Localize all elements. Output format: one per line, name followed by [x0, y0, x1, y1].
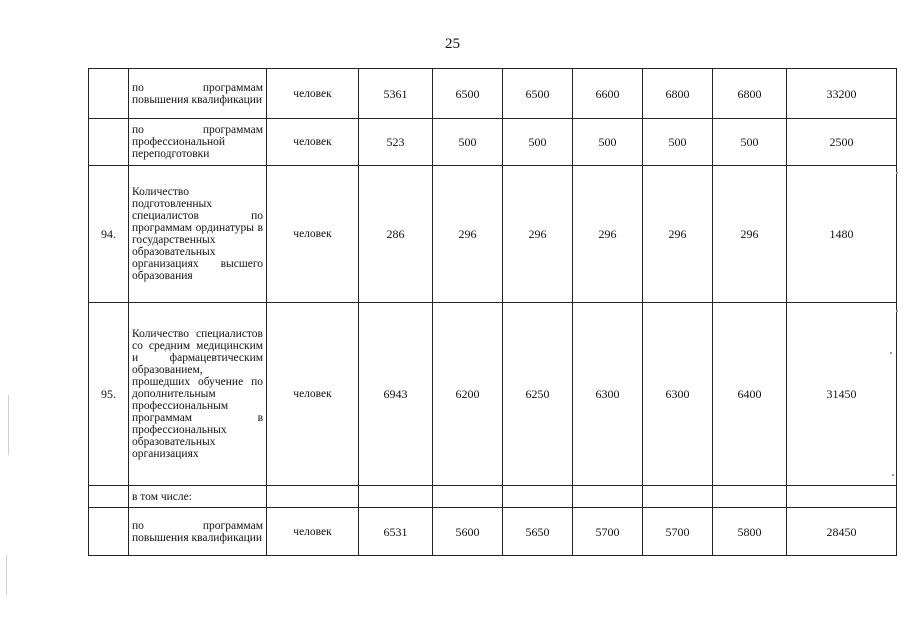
value-cell: 6500 [433, 69, 503, 119]
indicator-description: по программам повышения квалификации [129, 69, 267, 119]
indicator-description: по программам профессиональной переподготовки [129, 119, 267, 166]
table-row [89, 508, 897, 556]
table-row [89, 486, 897, 508]
scan-dot [896, 310, 898, 312]
value-cell [433, 486, 503, 508]
scan-dot [890, 352, 892, 354]
value-cell: 5600 [433, 508, 503, 556]
table-row [89, 166, 897, 303]
value-cell: 6500 [503, 69, 573, 119]
value-cell [713, 486, 787, 508]
value-cell: 5361 [359, 69, 433, 119]
row-number [89, 508, 129, 556]
row-number: 94. [89, 166, 129, 303]
value-cell: 6250 [503, 303, 573, 486]
value-cell: 500 [643, 119, 713, 166]
unit-cell: человек [267, 69, 359, 119]
unit-cell: человек [267, 303, 359, 486]
total-cell: 28450 [787, 508, 897, 556]
value-cell: 6800 [713, 69, 787, 119]
total-cell: 2500 [787, 119, 897, 166]
unit-cell: человек [267, 508, 359, 556]
scan-dot [896, 172, 898, 174]
value-cell: 6300 [573, 303, 643, 486]
table-row [89, 303, 897, 486]
value-cell: 296 [643, 166, 713, 303]
indicator-description: Количество специалистов со средним медицинским и фармацевтическим образованием, прошедших обучение по дополнительным профессиональным программам в профессиональных образовательных организациях [129, 303, 267, 486]
value-cell: 500 [573, 119, 643, 166]
row-number: 95. [89, 303, 129, 486]
value-cell: 500 [713, 119, 787, 166]
indicator-description: Количество подготовленных специалистов по программам ординатуры в государственных образовательных организациях высшего образования [129, 166, 267, 303]
table-row [89, 119, 897, 166]
value-cell: 6600 [573, 69, 643, 119]
value-cell: 523 [359, 119, 433, 166]
row-number [89, 69, 129, 119]
value-cell: 6400 [713, 303, 787, 486]
scan-artifact-left-lower [6, 555, 7, 595]
table-row [89, 69, 897, 119]
value-cell: 296 [573, 166, 643, 303]
unit-cell: человек [267, 119, 359, 166]
value-cell: 500 [503, 119, 573, 166]
total-cell: 1480 [787, 166, 897, 303]
unit-cell: человек [267, 166, 359, 303]
value-cell: 286 [359, 166, 433, 303]
value-cell: 5800 [713, 508, 787, 556]
indicators-table [88, 68, 897, 556]
value-cell: 6943 [359, 303, 433, 486]
value-cell: 6800 [643, 69, 713, 119]
scan-artifact-left [8, 395, 9, 455]
value-cell: 6200 [433, 303, 503, 486]
value-cell: 296 [503, 166, 573, 303]
scan-dot [892, 474, 894, 476]
row-number [89, 119, 129, 166]
value-cell: 5700 [643, 508, 713, 556]
indicator-description: по программам повышения квалификации [129, 508, 267, 556]
total-cell [787, 486, 897, 508]
total-cell: 33200 [787, 69, 897, 119]
value-cell: 500 [433, 119, 503, 166]
value-cell: 5700 [573, 508, 643, 556]
value-cell [643, 486, 713, 508]
value-cell [503, 486, 573, 508]
page-number: 25 [445, 36, 460, 52]
total-cell: 31450 [787, 303, 897, 486]
value-cell: 296 [433, 166, 503, 303]
value-cell: 6531 [359, 508, 433, 556]
row-number [89, 486, 129, 508]
value-cell [359, 486, 433, 508]
indicator-description: в том числе: [129, 486, 267, 508]
value-cell: 6300 [643, 303, 713, 486]
value-cell [573, 486, 643, 508]
value-cell: 296 [713, 166, 787, 303]
value-cell: 5650 [503, 508, 573, 556]
unit-cell [267, 486, 359, 508]
